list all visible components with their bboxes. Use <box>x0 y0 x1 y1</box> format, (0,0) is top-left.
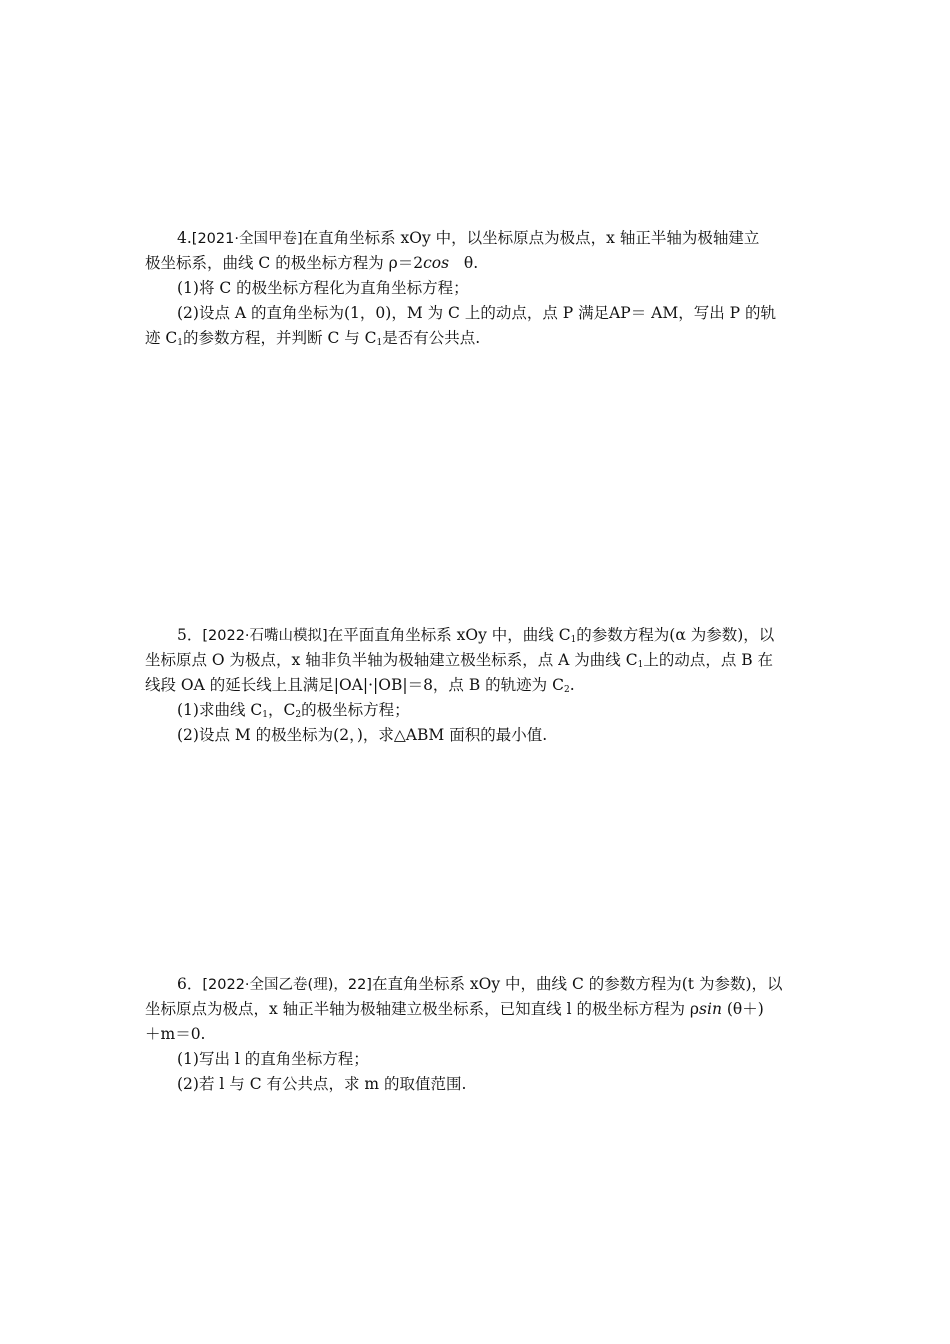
problem-5-line-1 <box>145 623 809 648</box>
problem-6-line-3: ＋m＝0. <box>145 1025 206 1043</box>
problem-6-source: [2022·全国乙卷(理)，22] <box>202 977 372 993</box>
problem-4-text-1: 在直角坐标系 xOy 中，以坐标原点为极点，x 轴正半轴为极轴建立 <box>302 229 760 247</box>
subscript: 2 <box>295 710 302 720</box>
problem-5-number: 5． <box>177 626 203 644</box>
text-seg: 在直角坐标系 xOy 中，曲线 C 的参数方程为(t 为参数)，以 <box>371 975 783 993</box>
problem-4-part-2-line-1: (2)设点 A 的直角坐标为(1，0)，M 为 C 上的动点，点 P 满足AP＝ AM，写出 P 的轨 <box>177 304 777 322</box>
text-seg: 上的动点，点 B 在 <box>643 651 774 669</box>
text-seg: 的参数方程为(α 为参数)，以 <box>576 626 775 644</box>
problem-4-source: [2021·全国甲卷] <box>191 231 303 247</box>
problem-5-source: [2022·石嘴山模拟] <box>202 628 328 644</box>
text-seg: 迹 C <box>145 329 178 347</box>
problem-6-part-1: (1)写出 l 的直角坐标方程； <box>177 1050 369 1068</box>
text-seg: 的参数方程，并判断 C 与 C <box>183 329 377 347</box>
text-seg: 坐标原点为极点，x 轴正半轴为极轴建立极坐标系，已知直线 l 的极坐标方程为 ρ <box>145 1000 700 1018</box>
text-seg: 线段 OA 的延长线上且满足|OA|·|OB|＝8，点 B 的轨迹为 C <box>145 676 564 694</box>
subscript: 1 <box>637 660 644 670</box>
problem-6-line-1 <box>145 972 809 997</box>
problem-4-line-2 <box>145 251 809 276</box>
problem-4-theta: θ. <box>463 254 479 272</box>
text-seg: 是否有公共点. <box>382 329 481 347</box>
problem-4-part-2-line-2 <box>145 326 809 351</box>
text-seg: ，C <box>267 701 296 719</box>
problem-6-number: 6． <box>177 975 203 993</box>
problem-5-line-2 <box>145 648 809 673</box>
subscript: 2 <box>563 685 570 695</box>
text-seg: 的极坐标方程； <box>301 701 410 719</box>
problem-4-number: 4. <box>177 229 192 247</box>
problem-4 <box>145 226 809 351</box>
subscript: 1 <box>570 635 577 645</box>
text-seg: . <box>569 676 575 694</box>
problem-4-line-1 <box>145 226 809 251</box>
problem-6-line-2 <box>145 997 809 1022</box>
problem-4-cos: cos <box>423 254 450 272</box>
text-seg: 在平面直角坐标系 xOy 中，曲线 C <box>327 626 571 644</box>
problem-5-line-3 <box>145 673 809 698</box>
problem-6-sin: sin <box>699 1000 722 1018</box>
problem-4-text-2: 极坐标系，曲线 C 的极坐标方程为 ρ＝2 <box>145 254 424 272</box>
subscript: 1 <box>376 338 383 348</box>
text-seg: (θ＋) <box>721 1000 764 1018</box>
problem-5 <box>145 623 809 748</box>
text-seg: 坐标原点 O 为极点，x 轴非负半轴为极轴建立极坐标系，点 A 为曲线 C <box>145 651 638 669</box>
problem-6 <box>145 972 809 1097</box>
subscript: 1 <box>177 338 184 348</box>
problem-6-part-2: (2)若 l 与 C 有公共点，求 m 的取值范围. <box>177 1075 467 1093</box>
problem-5-part-1 <box>145 698 809 723</box>
problem-5-part-2: (2)设点 M 的极坐标为(2，)，求△ABM 面积的最小值. <box>177 726 548 744</box>
problem-4-part-1: (1)将 C 的极坐标方程化为直角坐标方程； <box>177 279 469 297</box>
text-seg: (1)求曲线 C <box>177 701 263 719</box>
subscript: 1 <box>262 710 268 720</box>
